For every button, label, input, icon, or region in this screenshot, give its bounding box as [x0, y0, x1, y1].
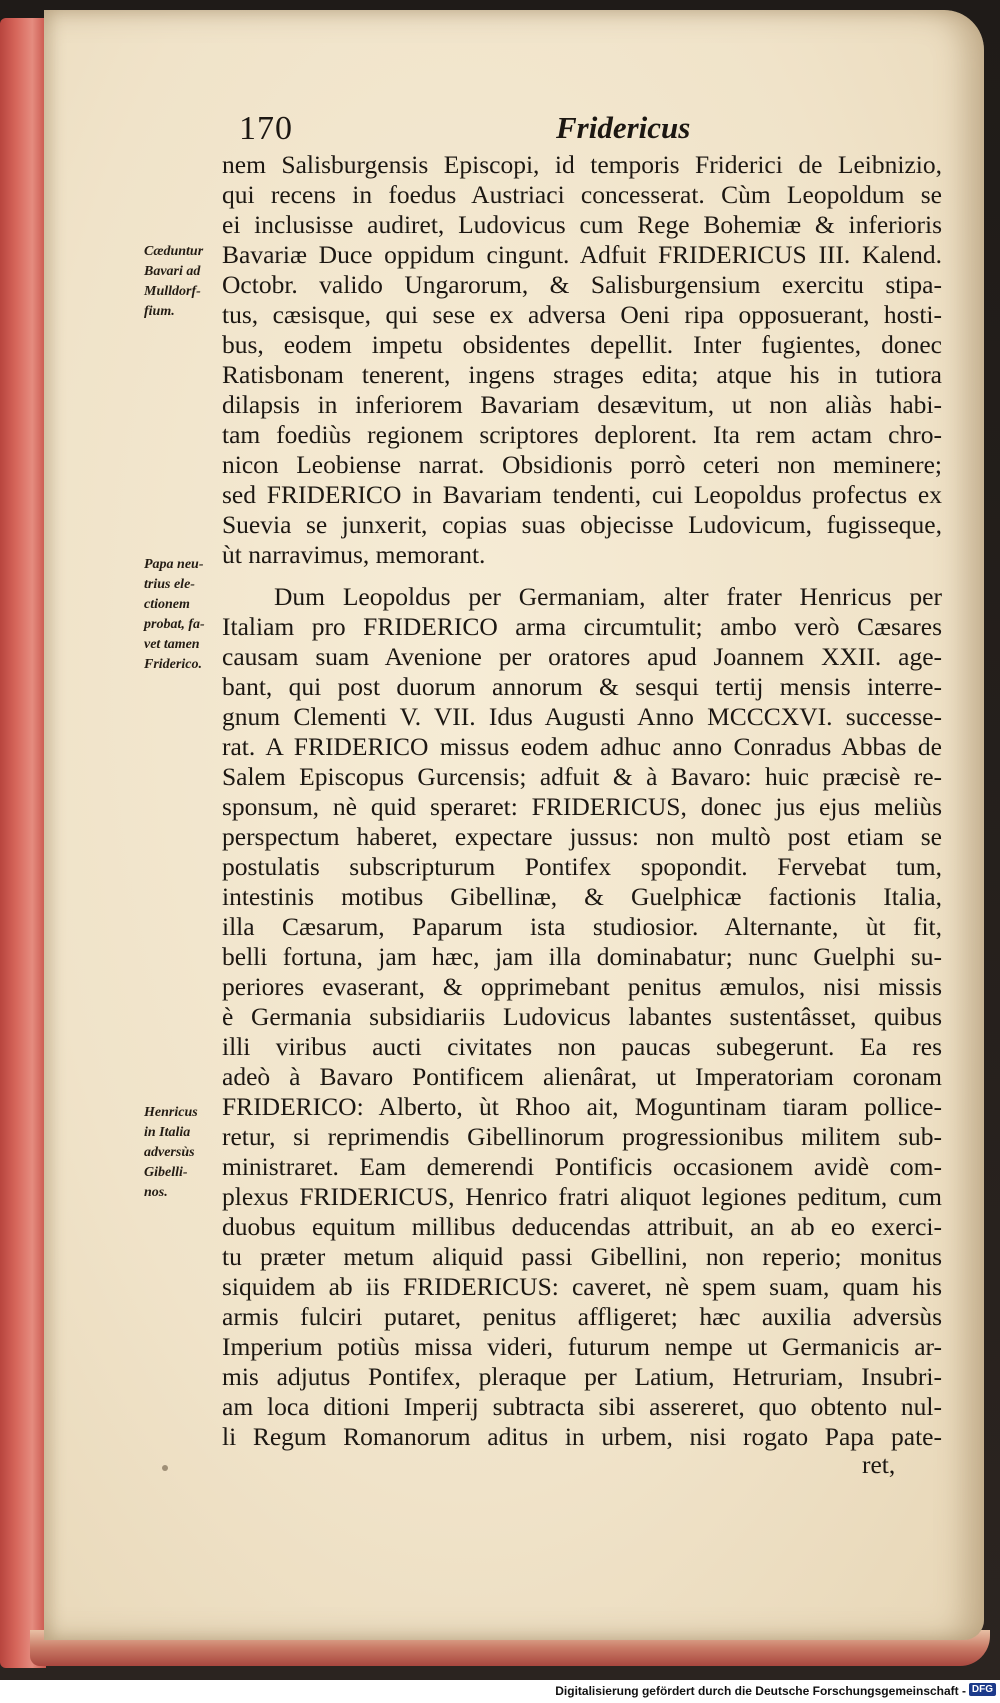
- text-line: armis fulciri putaret, penitus affligeret; hæc auxilia adversùs: [222, 1302, 942, 1331]
- text-line: postulatis subscripturum Pontifex spopondit. Fervebat tum,: [222, 852, 942, 881]
- text-line: ùt narravimus, memorant.: [222, 540, 486, 569]
- text-line: nicon Leobiense narrat. Obsidionis porrò ceteri non meminere;: [222, 450, 942, 479]
- text-line: mis adjutus Pontifex, pleraque per Latium, Hetruriam, Insubri-: [222, 1362, 942, 1391]
- footer-credit: Digitalisierung gefördert durch die Deutsche Forschungsgemeinschaft -: [555, 1684, 966, 1698]
- text-line: causam suam Avenione per oratores apud Joannem XXII. age-: [222, 642, 942, 671]
- footer-bar: [0, 1680, 1000, 1703]
- text-line: ei inclusisse audiret, Ludovicus cum Rege Bohemiæ & inferioris: [222, 210, 942, 239]
- text-line: Italiam pro FRIDERICO arma circumtulit; ambo verò Cæsares: [222, 612, 942, 641]
- book-page: [44, 10, 984, 1640]
- text-line: tam foediùs regionem scriptores deplorent. Ita rem actam chro-: [222, 420, 942, 449]
- text-line: am loca ditioni Imperij subtracta sibi assereret, quo obtento nul-: [222, 1392, 942, 1421]
- margin-note-2: Papa neu- trius ele- ctionem probat, fa- vet tamen Friderico.: [144, 557, 205, 672]
- dfg-logo: DFG: [969, 1683, 996, 1696]
- text-line: gnum Clementi V. VII. Idus Augusti Anno MCCCXVI. successe-: [222, 702, 942, 731]
- text-line: illi viribus aucti civitates non paucas subegerunt. Ea res: [222, 1032, 942, 1061]
- margin-note-1: Cæduntur Bavari ad Mulldorf- fium.: [144, 244, 204, 319]
- body-text: [222, 150, 942, 1452]
- catchword: ret,: [862, 1450, 896, 1479]
- text-line: Octobr. valido Ungarorum, & Salisburgensium exercitu stipa-: [222, 270, 942, 299]
- text-line: Ratisbonam tenerent, ingens strages edita; atque his in tutiora: [222, 360, 942, 389]
- text-line: nem Salisburgensis Episcopi, id temporis Friderici de Leibnizio,: [222, 150, 942, 179]
- text-line: siquidem ab iis FRIDERICUS: caveret, nè spem suam, quam his: [222, 1272, 942, 1301]
- text-line: qui recens in foedus Austriaci concesserat. Cùm Leopoldum se: [222, 180, 942, 209]
- text-line: belli fortuna, jam hæc, jam illa dominabatur; nunc Guelphi su-: [222, 942, 942, 971]
- book-edge-left: [0, 18, 46, 1668]
- text-line: duobus equitum millibus deducendas attribuit, an ab eo exerci-: [222, 1212, 942, 1241]
- text-line: Dum Leopoldus per Germaniam, alter frater Henricus per: [274, 582, 942, 611]
- text-line: illa Cæsarum, Paparum ista studiosior. Alternante, ùt fit,: [222, 912, 942, 941]
- text-line: dilapsis in inferiorem Bavariam desævitum, ut non aliàs habi-: [222, 390, 942, 419]
- text-line: tu præter metum aliquid passi Gibellini, non reperio; monitus: [222, 1242, 942, 1271]
- text-line: bus, eodem impetu obsidentes depellit. Inter fugientes, donec: [222, 330, 942, 359]
- text-line: sed FRIDERICO in Bavariam tendenti, cui Leopoldus profectus ex: [222, 480, 942, 509]
- page-number: 170: [239, 110, 293, 147]
- text-line: è Germania subsidiariis Ludovicus labantes sustentâsset, quibus: [222, 1002, 942, 1031]
- margin-note-3: Henricus in Italia adversùs Gibelli- nos.: [144, 1105, 198, 1200]
- paper-spot: [162, 1465, 168, 1471]
- text-line: li Regum Romanorum aditus in urbem, nisi rogato Papa pate-: [222, 1422, 942, 1451]
- text-line: retur, si reprimendis Gibellinorum progressionibus militem sub-: [222, 1122, 942, 1151]
- text-line: periores evaserant, & opprimebant penitus æmulos, nisi missis: [222, 972, 942, 1001]
- text-line: sponsum, nè quid speraret: FRIDERICUS, donec jus ejus meliùs: [222, 792, 942, 821]
- text-line: rat. A FRIDERICO missus eodem adhuc anno Conradus Abbas de: [222, 732, 942, 761]
- text-line: intestinis motibus Gibellinæ, & Guelphicæ factionis Italia,: [222, 882, 942, 911]
- text-line: Salem Episcopus Gurcensis; adfuit & à Bavaro: huic præcisè re-: [222, 762, 942, 791]
- running-head: Fridericus: [556, 110, 691, 145]
- text-line: FRIDERICO: Alberto, ùt Rhoo ait, Moguntinam tiaram pollice-: [222, 1092, 942, 1121]
- text-line: tus, cæsisque, qui sese ex adversa Oeni ripa opposuerant, hosti-: [222, 300, 942, 329]
- text-line: plexus FRIDERICUS, Henrico fratri aliquot legiones peditum, cum: [222, 1182, 942, 1211]
- text-line: Imperium potiùs missa videri, futurum nempe ut Germanicis ar-: [222, 1332, 942, 1361]
- text-line: perspectum haberet, expectare jussus: non multò post etiam se: [222, 822, 942, 851]
- text-line: adeò à Bavaro Pontificem alienârat, ut Imperatoriam coronam: [222, 1062, 942, 1091]
- text-line: ministraret. Eam demerendi Pontificis occasionem avidè com-: [222, 1152, 942, 1181]
- text-line: Suevia se junxerit, copias suas objecisse Ludovicum, fugisseque,: [222, 510, 942, 539]
- text-line: Bavariæ Duce oppidum cingunt. Adfuit FRIDERICUS III. Kalend.: [222, 240, 942, 269]
- text-line: bant, qui post duorum annorum & sesqui tertij mensis interre-: [222, 672, 942, 701]
